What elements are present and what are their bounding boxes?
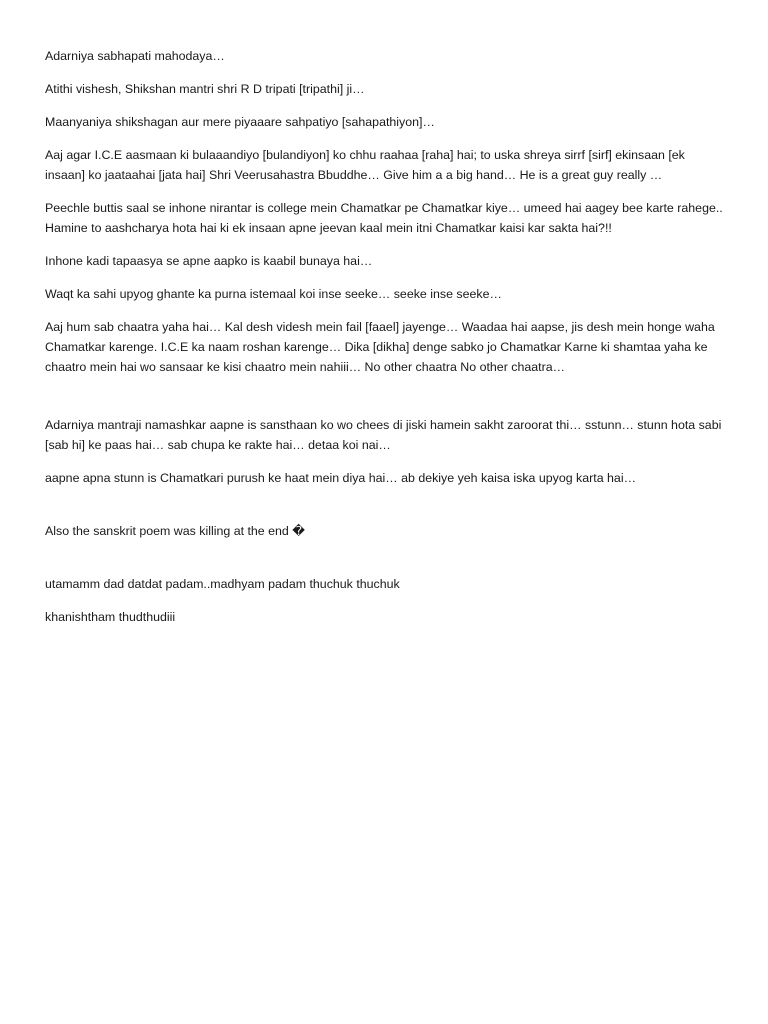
paragraph-tribute-years: Peechle buttis saal se inhone nirantar is college mein Chamatkar pe Chamatkar kiye… umeed hai aagey bee karte rahege.. Hamine to aashcharya hota hai ki ek insaan apne jeevan kaal mein itni Chamatkar kaisi kar sakta hai?!! — [45, 201, 723, 235]
paragraph-tribute-effort: Inhone kadi tapaasya se apne aapko is kaabil bunaya hai… — [45, 254, 373, 268]
paragraph-salutation-chair: Adarniya sabhapati mahodaya… — [45, 49, 225, 63]
paragraph-tribute-intro: Aaj agar I.C.E aasmaan ki bulaaandiyo [bulandiyon] ko chhu raahaa [raha] hai; to uska shreya sirrf [sirf] ekinsaan [ek insaan] ko jaataahai [jata hai] Shri Veerusahastra Bbuddhe… Give him a a big hand… He is a great guy really … — [45, 148, 685, 182]
paragraph-minister-stunn: aapne apna stunn is Chamatkari purush ke haat mein diya hai… ab dekiye yeh kaisa iska upyog karta hai… — [45, 471, 636, 485]
paragraph-students-promise: Aaj hum sab chaatra yaha hai… Kal desh videsh mein fail [faael] jayenge… Waadaa hai aapse, jis desh mein honge waha Chamatkar karenge. I.C.E ka naam roshan karenge… Dika [dikha] denge sabko jo Chamatkar Karne ki shamtaa yaha ke chaatro mein hai wo sansaar ke kisi chaatro mein nahiii… No other chaatra No other chaatra… — [45, 320, 715, 374]
paragraph-salutation-teachers: Maanyaniya shikshagan aur mere piyaaare sahpatiyo [sahapathiyon]… — [45, 115, 435, 129]
paragraph-tribute-time: Waqt ka sahi upyog ghante ka purna istemaal koi inse seeke… seeke inse seeke… — [45, 287, 502, 301]
paragraph-minister-address: Adarniya mantraji namashkar aapne is sansthaan ko wo chees di jiski hamein sakht zaroorat thi… sstunn… stunn hota sabi [sab hi] ke paas hai… sab chupa ke rakte hai… detaa koi nai… — [45, 418, 722, 452]
paragraph-poem-line-2: khanishtham thudthudiii — [45, 610, 176, 624]
paragraph-salutation-guest: Atithi vishesh, Shikshan mantri shri R D tripati [tripathi] ji… — [45, 82, 365, 96]
paragraph-sanskrit-note: Also the sanskrit poem was killing at the end � — [45, 524, 305, 538]
paragraph-poem-line-1: utamamm dad datdat padam..madhyam padam thuchuk thuchuk — [45, 577, 400, 591]
document-body — [45, 46, 725, 640]
